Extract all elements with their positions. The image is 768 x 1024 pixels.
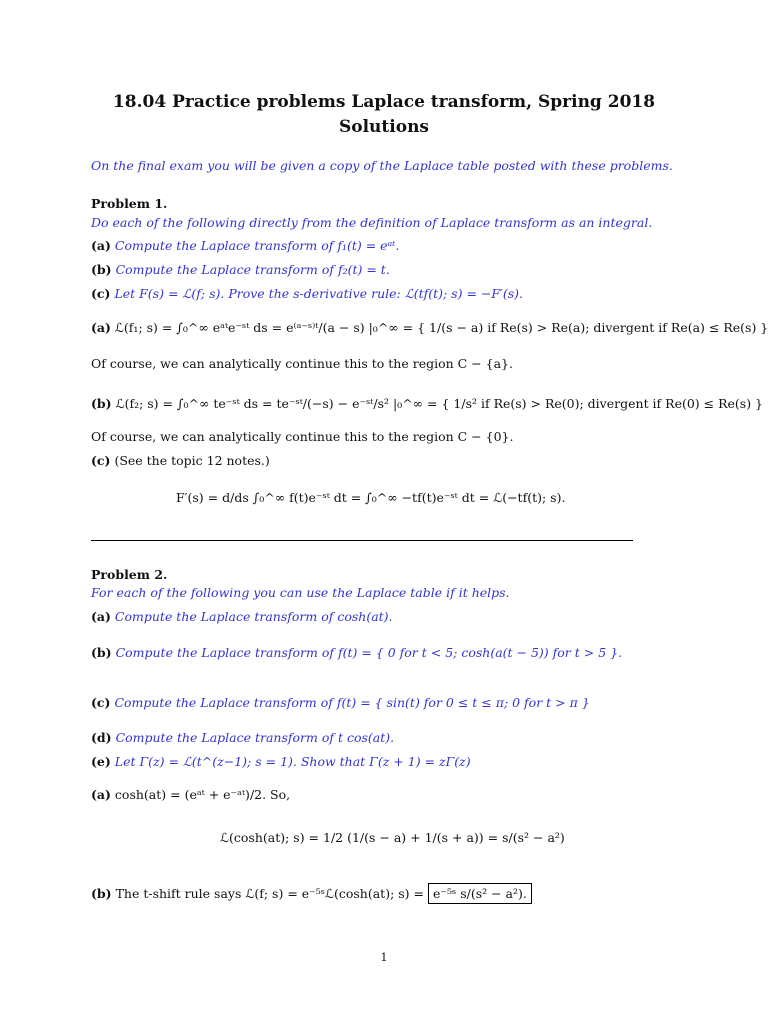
boxed-answer: e⁻⁵ˢ s/(s² − a²).	[428, 883, 532, 904]
solution-equation: ℒ(f₁; s) = ∫₀^∞ eᵃᵗe⁻ˢᵗ ds = e⁽ᵃ⁻ˢ⁾ᵗ/(a − s) |₀^∞ = { 1/(s − a) if Re(s) > Re(a); divergent if Re(a) ≤ Re(s) }	[114, 320, 768, 335]
part-label: (a)	[91, 609, 111, 624]
problem2-part-c	[91, 695, 590, 710]
problem1-part-c	[91, 286, 523, 301]
page-number: 1	[380, 951, 388, 964]
part-label: (b)	[91, 645, 112, 660]
part-label: (c)	[91, 286, 111, 301]
problem2-part-e	[91, 754, 471, 769]
solution-text: The t-shift rule says ℒ(f; s) = e⁻⁵ˢℒ(cosh(at); s) =	[115, 886, 425, 901]
solution-text: (See the topic 12 notes.)	[114, 453, 270, 468]
part-label: (b)	[91, 262, 112, 277]
part-label: (a)	[91, 238, 111, 253]
problem2-part-a	[91, 609, 393, 624]
part-label: (e)	[91, 754, 111, 769]
part-label: (d)	[91, 730, 112, 745]
document-subtitle: Solutions	[338, 117, 429, 137]
problem2-part-d	[91, 730, 394, 745]
problem1-heading: Problem 1.	[91, 196, 168, 211]
problem1-part-b	[91, 262, 390, 277]
part-text: Let Γ(z) = ℒ(t^(z−1); s = 1). Show that Γ(z + 1) = zΓ(z)	[114, 754, 471, 769]
solution-text: cosh(at) = (eᵃᵗ + e⁻ᵃᵗ)/2. So,	[114, 787, 291, 802]
solution-label: (b)	[91, 886, 112, 901]
part-label: (c)	[91, 695, 111, 710]
solution-equation: ℒ(f₂; s) = ∫₀^∞ te⁻ˢᵗ ds = te⁻ˢᵗ/(−s) − e⁻ˢᵗ/s² |₀^∞ = { 1/s² if Re(s) > Re(0); divergent if Re(0) ≤ Re(s) }	[115, 396, 763, 411]
section-divider	[91, 540, 633, 541]
problem1-solution-b-note: Of course, we can analytically continue this to the region C − {0}.	[91, 429, 514, 444]
problem1-solution-b	[91, 396, 763, 411]
part-text: Compute the Laplace transform of f₂(t) = t.	[115, 262, 390, 277]
solution-label: (b)	[91, 396, 112, 411]
problem1-solution-a-note: Of course, we can analytically continue this to the region C − {a}.	[91, 356, 513, 371]
document-title: 18.04 Practice problems Laplace transform, Spring 2018	[112, 92, 656, 112]
part-text: Let F(s) = ℒ(f; s). Prove the s-derivative rule: ℒ(tf(t); s) = −F′(s).	[114, 286, 524, 301]
problem2-heading: Problem 2.	[91, 567, 168, 582]
problem1-solution-c-equation: F′(s) = d/ds ∫₀^∞ f(t)e⁻ˢᵗ dt = ∫₀^∞ −tf(t)e⁻ˢᵗ dt = ℒ(−tf(t); s).	[176, 490, 566, 505]
part-text: Compute the Laplace transform of f₁(t) = eᵃᵗ.	[114, 238, 400, 253]
part-text: Compute the Laplace transform of f(t) = { sin(t) for 0 ≤ t ≤ π; 0 for t > π }	[114, 695, 590, 710]
intro-note: On the final exam you will be given a copy of the Laplace table posted with these problems.	[91, 158, 673, 173]
problem2-solution-b	[91, 886, 532, 901]
part-text: Compute the Laplace transform of t cos(at).	[115, 730, 395, 745]
problem1-instruction: Do each of the following directly from the definition of Laplace transform as an integral.	[91, 215, 653, 230]
solution-label: (c)	[91, 453, 111, 468]
problem1-part-a	[91, 238, 399, 253]
solution-label: (a)	[91, 320, 111, 335]
problem2-instruction: For each of the following you can use the Laplace table if it helps.	[91, 585, 510, 600]
problem2-solution-a-equation: ℒ(cosh(at); s) = 1/2 (1/(s − a) + 1/(s + a)) = s/(s² − a²)	[220, 830, 565, 845]
part-text: Compute the Laplace transform of f(t) = { 0 for t < 5; cosh(a(t − 5)) for t > 5 }.	[115, 645, 623, 660]
part-text: Compute the Laplace transform of cosh(at).	[114, 609, 393, 624]
problem2-part-b	[91, 645, 622, 660]
problem1-solution-a	[91, 320, 768, 335]
solution-label: (a)	[91, 787, 111, 802]
problem1-solution-c	[91, 453, 270, 468]
problem2-solution-a	[91, 787, 290, 802]
